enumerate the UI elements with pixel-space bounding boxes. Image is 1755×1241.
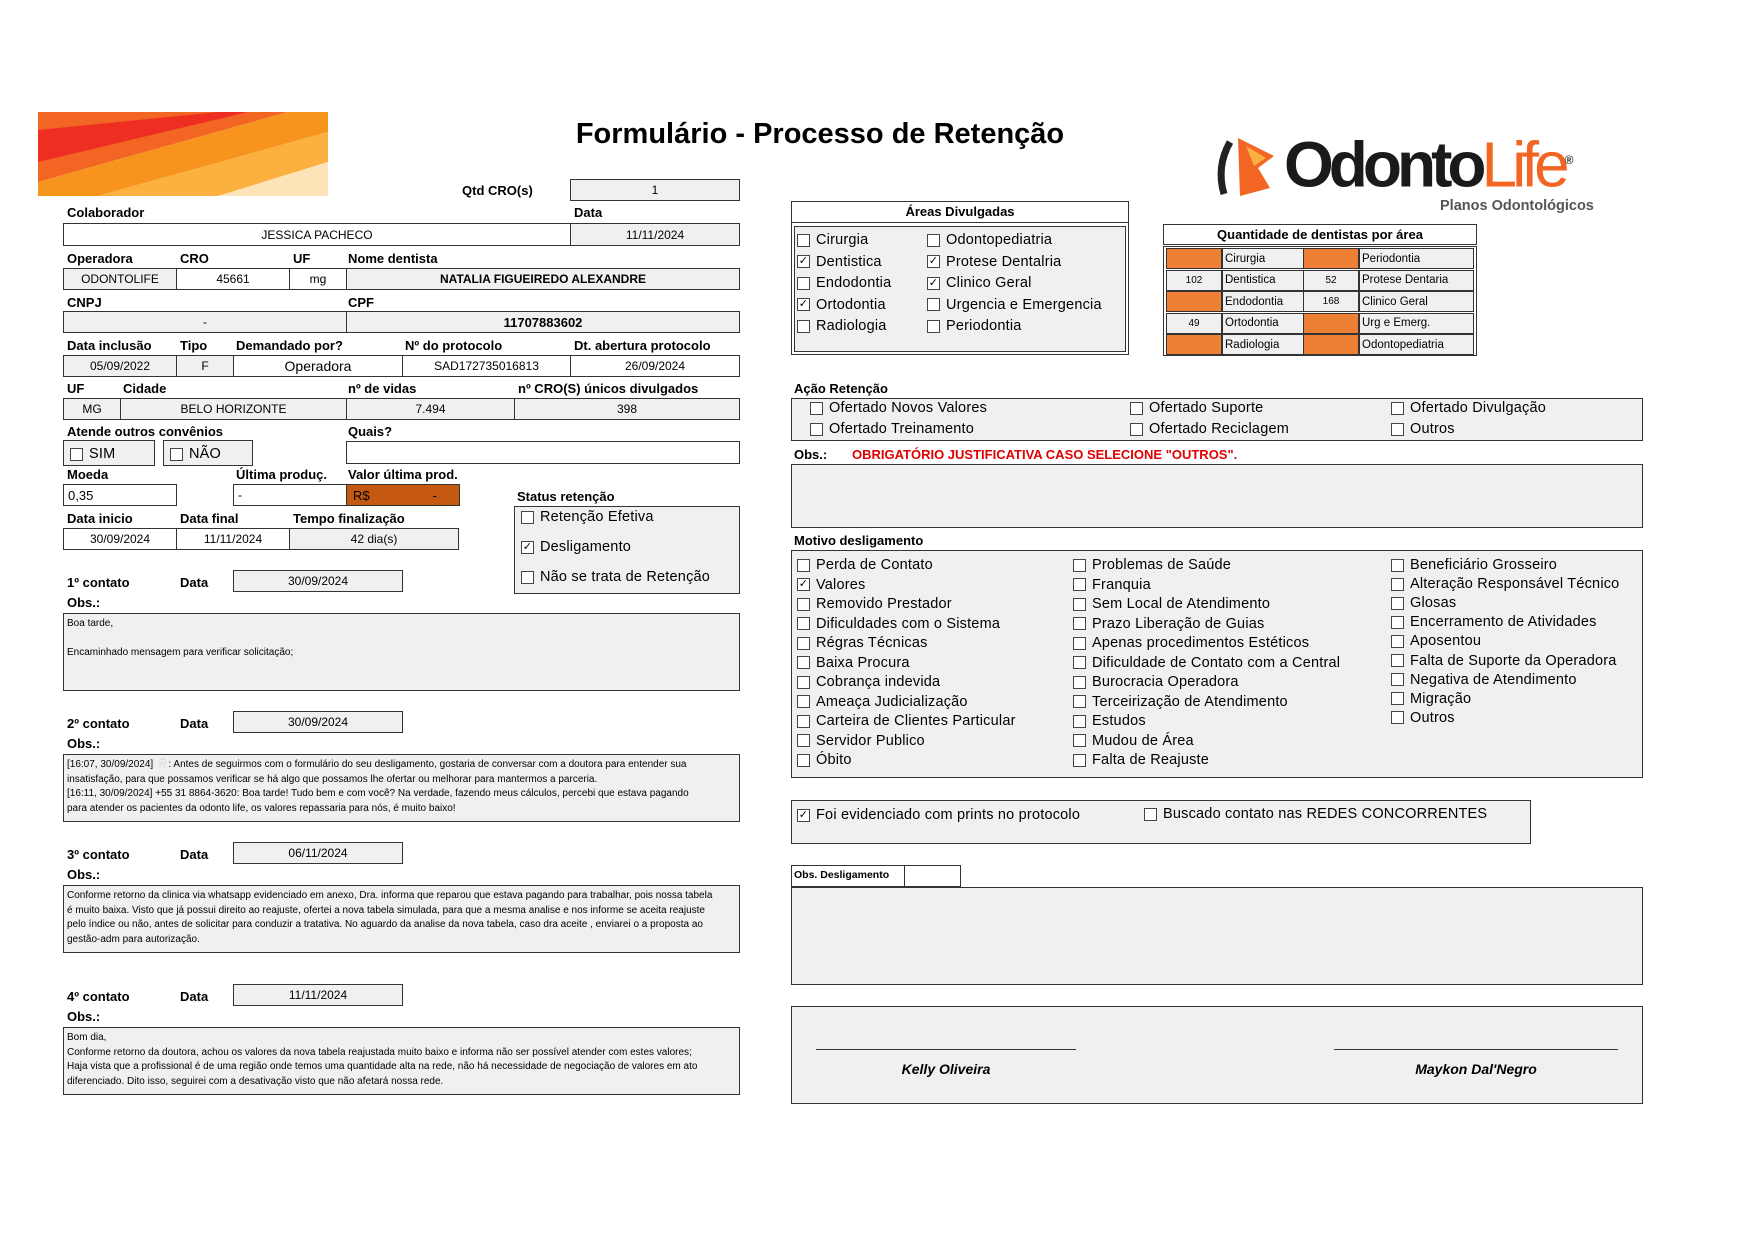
motivo-valores-checkbox[interactable]	[797, 577, 866, 593]
evidencia-2-checkbox[interactable]	[1144, 806, 1487, 822]
checkbox-label: Aposentou	[1410, 633, 1482, 650]
cidade-field[interactable]: BELO HORIZONTE	[120, 398, 347, 420]
logo-brand-b: Life	[1481, 128, 1565, 201]
checkbox-icon[interactable]	[70, 448, 83, 461]
checkbox-label: Óbito	[816, 752, 852, 768]
motivo-servidor-publico-checkbox[interactable]	[797, 733, 925, 749]
contact-date-field[interactable]: 30/09/2024	[233, 711, 403, 733]
checkbox-label: Ortodontia	[816, 296, 886, 313]
motivo-negativa-de-atendimento-checkbox[interactable]	[1391, 672, 1577, 688]
obs-line: Boa tarde,	[67, 618, 114, 629]
checkbox-icon[interactable]	[1073, 754, 1086, 767]
obs-line: Conforme retorno da clinica via whatsapp evidenciado em anexo, Dra. informa que reparou que estava pagando para trabalhar, pois nossa tabela	[67, 890, 713, 901]
motivo-outros-checkbox[interactable]	[1391, 710, 1455, 726]
area-name-cell: Clinico Geral	[1359, 291, 1474, 312]
checkbox-icon[interactable]	[1391, 692, 1404, 705]
cro-field[interactable]: 45661	[176, 268, 290, 290]
checkbox-label: Encerramento de Atividades	[1410, 614, 1597, 631]
motivo-problemas-de-saude-checkbox[interactable]	[1073, 557, 1231, 573]
checkbox-label: Glosas	[1410, 595, 1457, 612]
odontolife-logo	[1210, 124, 1610, 224]
area-urgencia-e-emergencia-checkbox[interactable]	[927, 297, 1102, 313]
contact-obs-field[interactable]	[63, 885, 740, 953]
motivo-apenas-procedimentos-esteticos-checkbox[interactable]	[1073, 635, 1309, 651]
contact-title: 2º contato	[67, 716, 130, 731]
motivo-cobranca-indevida-checkbox[interactable]	[797, 674, 940, 690]
checkbox-label: NÃO	[189, 446, 222, 462]
checkbox-icon[interactable]: ✓	[928, 276, 939, 289]
valor-currency: R$	[353, 487, 370, 503]
quais-field[interactable]	[346, 441, 740, 464]
data-inclusao-label: Data inclusão	[67, 338, 152, 353]
acao-ofertado-suporte-checkbox[interactable]	[1130, 400, 1263, 416]
checkbox-label: Servidor Publico	[816, 732, 925, 749]
moeda-label: Moeda	[67, 467, 109, 482]
obs-line: para atender os pacientes da odonto life, os valores repassaria para nós, é muito baixo!	[67, 802, 456, 814]
checkbox-icon[interactable]: ✓	[798, 808, 809, 821]
checkbox-label: Ofertado Suporte	[1149, 400, 1264, 416]
checkbox-icon[interactable]	[797, 656, 810, 669]
data-inicio-label: Data inicio	[67, 511, 133, 526]
checkbox-label: Terceirização de Atendimento	[1092, 693, 1288, 710]
checkbox-label: Removido Prestador	[816, 596, 952, 612]
signature-line-2	[1334, 1049, 1618, 1050]
dentist-count-cell: 49	[1166, 313, 1222, 334]
area-name-cell: Radiologia	[1222, 334, 1304, 355]
motivo-franquia-checkbox[interactable]	[1073, 577, 1151, 593]
contact-date-field[interactable]: 30/09/2024	[233, 570, 403, 592]
checkbox-label: Dentistica	[816, 253, 882, 270]
contact-title: 4º contato	[67, 989, 130, 1004]
status-retencao-efetiva-checkbox[interactable]	[521, 509, 654, 525]
signatures-box	[791, 1006, 1643, 1104]
checkbox-label: Apenas procedimentos Estéticos	[1092, 635, 1310, 651]
logo-reg: ®	[1564, 153, 1574, 167]
contact-date-field[interactable]: 06/11/2024	[233, 842, 403, 864]
contact-title: 1º contato	[67, 575, 130, 590]
obs-desligamento-field[interactable]	[791, 887, 1643, 985]
motivo-glosas-checkbox[interactable]	[1391, 595, 1456, 611]
tempo-label: Tempo finalização	[293, 511, 405, 526]
uf2-label: UF	[67, 381, 85, 396]
obs-line: Encaminhado mensagem para verificar solicitação;	[67, 646, 294, 658]
dentist-count-cell	[1166, 334, 1222, 355]
checkbox-icon[interactable]	[1391, 635, 1404, 648]
checkbox-label: Franquia	[1092, 576, 1151, 593]
motivo-falta-de-reajuste-checkbox[interactable]	[1073, 752, 1209, 768]
tempo-field[interactable]: 42 dia(s)	[289, 528, 459, 550]
logo-tooth-icon	[1210, 132, 1282, 202]
quais-label: Quais?	[348, 424, 393, 439]
motivo-alteracao-responsavel-tecnico-checkbox[interactable]	[1391, 576, 1619, 592]
demandado-label: Demandado por?	[236, 338, 343, 353]
checkbox-icon[interactable]	[1073, 676, 1086, 689]
dt-abertura-label: Dt. abertura protocolo	[574, 338, 711, 353]
contact-obs-field[interactable]	[63, 1027, 740, 1095]
checkbox-label: Ofertado Divulgação	[1410, 400, 1546, 416]
obs-acao-field[interactable]	[791, 464, 1643, 528]
status-desligamento-checkbox[interactable]	[521, 539, 631, 555]
uf2-field[interactable]: MG	[63, 398, 121, 420]
contact-data-label: Data	[180, 847, 209, 862]
contact-obs-label: Obs.:	[67, 867, 101, 882]
dentist-count-cell: 52	[1303, 270, 1359, 291]
checkbox-icon[interactable]	[1073, 695, 1086, 708]
checkbox-label: Mudou de Área	[1092, 732, 1194, 749]
motivo-ameaca-judicializacao-checkbox[interactable]	[797, 694, 968, 710]
checkbox-label: Problemas de Saúde	[1092, 557, 1232, 573]
checkbox-label: Burocracia Operadora	[1092, 674, 1239, 690]
motivo-obito-checkbox[interactable]	[797, 752, 852, 768]
acao-ofertado-treinamento-checkbox[interactable]	[810, 421, 974, 437]
motivo-label: Motivo desligamento	[794, 533, 924, 548]
checkbox-label: Não se trata de Retenção	[540, 569, 711, 585]
motivo-sem-local-de-atendimento-checkbox[interactable]	[1073, 596, 1270, 612]
checkbox-icon[interactable]	[1073, 598, 1086, 611]
dt-abertura-field[interactable]: 26/09/2024	[570, 355, 740, 377]
contact-obs-field[interactable]	[63, 613, 740, 691]
checkbox-label: Buscado contato nas REDES CONCORRENTES	[1163, 806, 1488, 822]
contact-obs-label: Obs.:	[67, 595, 101, 610]
protocolo-label: Nº do protocolo	[405, 338, 503, 353]
obs-line: insatisfação, para que possamos verificar se há algo que possamos lhe ofertar ou melhorar para mantermos a parceria.	[67, 773, 598, 785]
checkbox-icon[interactable]: ✓	[522, 540, 533, 553]
acao-ofertado-reciclagem-checkbox[interactable]	[1130, 421, 1289, 437]
valor-value: -	[432, 487, 437, 503]
cpf-label: CPF	[348, 295, 374, 310]
nome-dentista-field[interactable]: NATALIA FIGUEIREDO ALEXANDRE	[346, 268, 740, 290]
checkbox-icon[interactable]	[1130, 402, 1143, 415]
cro-unicos-label: nº CRO(S) únicos divulgados	[518, 381, 699, 396]
data-label: Data	[574, 205, 603, 220]
checkbox-icon[interactable]	[521, 511, 534, 524]
nome-dentista-label: Nome dentista	[348, 251, 438, 266]
moeda-field[interactable]: 0,35	[63, 484, 177, 506]
signature-name-2: Maykon Dal'Negro	[1415, 1061, 1537, 1077]
atende-sim-checkbox[interactable]	[70, 446, 115, 462]
cpf-field[interactable]: 11707883602	[346, 311, 740, 333]
obs-line: Conforme retorno da doutora, achou os valores da nova tabela reajustada muito baixo e informa não ser possível atender com estes valores;	[67, 1046, 692, 1058]
cro-label: CRO	[180, 251, 209, 266]
obs-line: diferenciado. Dito isso, seguirei com a desativação visto que não afetará nossa rede.	[67, 1075, 444, 1087]
checkbox-icon[interactable]	[1130, 423, 1143, 436]
dentist-count-cell: 102	[1166, 270, 1222, 291]
obs-desligamento-label: Obs. Desligamento	[791, 865, 905, 887]
evidencia-1-checkbox[interactable]	[797, 807, 1080, 823]
checkbox-icon[interactable]: ✓	[798, 578, 809, 590]
obs-line: [16:07, 30/09/2024] 🦷: Antes de seguirmos com o formulário do seu desligamento, gostaria de conversar com a doutora para entender sua	[67, 759, 687, 770]
cnpj-label: CNPJ	[67, 295, 102, 310]
checkbox-icon[interactable]	[1144, 808, 1157, 821]
data-final-label: Data final	[180, 511, 239, 526]
data-inclusao-field[interactable]: 05/09/2022	[63, 355, 177, 377]
valor-ultima-field[interactable]	[346, 484, 460, 506]
checkbox-label: Migração	[1410, 690, 1472, 707]
status-nao-se-trata-de-retencao-checkbox[interactable]	[521, 569, 710, 585]
checkbox-label: Carteira de Clientes Particular	[816, 713, 1016, 729]
contact-title: 3º contato	[67, 847, 130, 862]
contact-data-label: Data	[180, 716, 209, 731]
contact-date-field[interactable]: 11/11/2024	[233, 984, 403, 1006]
uf-label: UF	[293, 251, 311, 266]
motivo-mudou-de-area-checkbox[interactable]	[1073, 733, 1194, 749]
vidas-label: nº de vidas	[348, 381, 417, 396]
checkbox-icon[interactable]	[797, 715, 810, 728]
checkbox-icon[interactable]	[797, 234, 810, 247]
cro-unicos-field[interactable]: 398	[514, 398, 740, 420]
area-name-cell: Urg e Emerg.	[1359, 313, 1474, 334]
protocolo-field[interactable]: SAD172735016813	[402, 355, 571, 377]
tipo-label: Tipo	[180, 338, 208, 353]
checkbox-icon[interactable]	[1391, 673, 1404, 686]
area-odontopediatria-checkbox[interactable]	[927, 232, 1052, 248]
valor-ultima-label: Valor última prod.	[348, 467, 458, 482]
motivo-perda-de-contato-checkbox[interactable]	[797, 557, 933, 573]
operadora-field[interactable]: ODONTOLIFE	[63, 268, 177, 290]
obs-line: gestão-adm para autorização.	[67, 933, 200, 945]
checkbox-icon[interactable]	[1073, 715, 1086, 728]
checkbox-icon[interactable]	[797, 695, 810, 708]
area-name-cell: Protese Dentaria	[1359, 270, 1474, 291]
area-protese-dentalria-checkbox[interactable]	[927, 254, 1061, 270]
tipo-field[interactable]: F	[176, 355, 234, 377]
checkbox-label: Régras Técnicas	[816, 635, 928, 651]
checkbox-icon[interactable]	[927, 298, 940, 311]
cidade-label: Cidade	[123, 381, 167, 396]
checkbox-icon[interactable]: ✓	[798, 298, 809, 311]
motivo-regras-tecnicas-checkbox[interactable]	[797, 635, 928, 651]
checkbox-label: Dificuldade de Contato com a Central	[1092, 654, 1341, 671]
status-label: Status retenção	[517, 489, 615, 504]
dentist-count-cell	[1303, 248, 1359, 269]
motivo-migracao-checkbox[interactable]	[1391, 691, 1471, 707]
checkbox-label: Ofertado Treinamento	[829, 421, 975, 437]
checkbox-label: Alteração Responsável Técnico	[1410, 576, 1620, 593]
checkbox-icon[interactable]	[927, 320, 940, 333]
ultima-produc-label: Última produç.	[236, 467, 328, 482]
checkbox-label: Clinico Geral	[946, 275, 1032, 292]
checkbox-icon[interactable]	[797, 559, 810, 572]
checkbox-icon[interactable]	[797, 676, 810, 689]
checkbox-label: Retenção Efetiva	[540, 509, 654, 525]
obs-desligamento-tab	[904, 865, 961, 887]
motivo-baixa-procura-checkbox[interactable]	[797, 655, 910, 671]
checkbox-icon[interactable]	[1073, 734, 1086, 747]
checkbox-icon[interactable]	[1391, 559, 1404, 572]
contact-obs-field[interactable]	[63, 754, 740, 822]
qtd-cro-label: Qtd CRO(s)	[462, 183, 533, 198]
ultima-produc-field[interactable]: -	[233, 484, 347, 506]
checkbox-icon[interactable]	[810, 402, 823, 415]
operadora-label: Operadora	[67, 251, 133, 266]
obs-line: pelo índice ou não, antes de solicitar para conduzir a tratativa. No aguardo da analise da nova tabela, caso dra aceite , enviarei o a proposta ao	[67, 919, 703, 930]
checkbox-icon[interactable]	[1073, 578, 1086, 591]
area-name-cell: Dentistica	[1222, 270, 1304, 291]
checkbox-label: SIM	[89, 446, 116, 462]
checkbox-icon[interactable]	[797, 734, 810, 747]
obs-acao-label: Obs.:	[794, 447, 828, 462]
checkbox-icon[interactable]: ✓	[928, 255, 939, 268]
obs-line: [16:11, 30/09/2024] +55 31 8864-3620: Boa tarde! Tudo bem e com você? Na verdade, fazendo meus cálculos, percebi que estava pagando	[67, 788, 689, 799]
uf-field[interactable]: mg	[289, 268, 347, 290]
checkbox-icon[interactable]	[797, 277, 810, 290]
page-title: Formulário - Processo de Retenção	[575, 118, 1065, 150]
checkbox-label: Falta de Reajuste	[1092, 752, 1210, 768]
checkbox-icon[interactable]	[1073, 656, 1086, 669]
atende-nao-checkbox[interactable]	[170, 446, 221, 462]
contact-obs-label: Obs.:	[67, 1009, 101, 1024]
signature-name-1: Kelly Oliveira	[901, 1061, 991, 1077]
data-field[interactable]: 11/11/2024	[570, 223, 740, 246]
area-name-cell: Periodontia	[1359, 248, 1474, 269]
checkbox-label: Cirurgia	[816, 232, 869, 248]
checkbox-icon[interactable]	[810, 423, 823, 436]
area-ortodontia-checkbox[interactable]	[797, 297, 886, 313]
checkbox-label: Endodontia	[816, 275, 892, 292]
checkbox-icon[interactable]	[521, 571, 534, 584]
logo-subtitle: Planos Odontológicos	[1440, 198, 1594, 214]
checkbox-label: Ofertado Reciclagem	[1149, 421, 1289, 437]
area-clinico-geral-checkbox[interactable]	[927, 275, 1032, 291]
checkbox-icon[interactable]	[1391, 578, 1404, 591]
area-cirurgia-checkbox[interactable]	[797, 232, 868, 248]
dentist-count-cell	[1166, 248, 1222, 269]
checkbox-label: Cobrança indevida	[816, 674, 941, 690]
obs-line	[67, 632, 736, 646]
checkbox-label: Urgencia e Emergencia	[946, 296, 1102, 313]
motivo-beneficiario-grosseiro-checkbox[interactable]	[1391, 557, 1557, 573]
data-inicio-field[interactable]: 30/09/2024	[63, 528, 177, 550]
obs-line: Bom dia,	[67, 1032, 107, 1043]
colaborador-field[interactable]: JESSICA PACHECO	[63, 223, 571, 246]
checkbox-icon[interactable]	[1073, 637, 1086, 650]
motivo-encerramento-de-atividades-checkbox[interactable]	[1391, 614, 1597, 630]
contact-data-label: Data	[180, 575, 209, 590]
dentist-count-cell	[1166, 291, 1222, 312]
checkbox-label: Desligamento	[540, 539, 632, 555]
checkbox-icon[interactable]: ✓	[798, 255, 809, 268]
checkbox-icon[interactable]	[1391, 423, 1404, 436]
checkbox-label: Beneficiário Grosseiro	[1410, 557, 1558, 573]
acao-outros-checkbox[interactable]	[1391, 421, 1455, 437]
checkbox-label: Outros	[1410, 421, 1455, 437]
atende-label: Atende outros convênios	[67, 424, 224, 439]
motivo-terceirizacao-de-atendimento-checkbox[interactable]	[1073, 694, 1288, 710]
acao-label: Ação Retenção	[794, 381, 888, 396]
motivo-prazo-liberacao-de-guias-checkbox[interactable]	[1073, 616, 1264, 632]
area-name-cell: Odontopediatria	[1359, 334, 1474, 355]
checkbox-label: Negativa de Atendimento	[1410, 671, 1577, 688]
checkbox-label: Ofertado Novos Valores	[829, 400, 988, 416]
dentist-count-cell	[1303, 313, 1359, 334]
checkbox-label: Baixa Procura	[816, 654, 910, 671]
areas-header: Áreas Divulgadas	[791, 201, 1129, 223]
dentist-count-cell: 168	[1303, 291, 1359, 312]
motivo-dificuldade-de-contato-com-a-central-checkbox[interactable]	[1073, 655, 1340, 671]
motivo-dificuldades-com-o-sistema-checkbox[interactable]	[797, 616, 1000, 632]
qtd-cro-field[interactable]: 1	[570, 179, 740, 201]
checkbox-icon[interactable]	[170, 448, 183, 461]
checkbox-label: Sem Local de Atendimento	[1092, 596, 1271, 612]
motivo-removido-prestador-checkbox[interactable]	[797, 596, 952, 612]
checkbox-icon[interactable]	[927, 234, 940, 247]
motivo-estudos-checkbox[interactable]	[1073, 713, 1146, 729]
checkbox-label: Estudos	[1092, 713, 1146, 729]
checkbox-icon[interactable]	[1391, 402, 1404, 415]
checkbox-icon[interactable]	[797, 637, 810, 650]
checkbox-label: Periodontia	[946, 318, 1022, 335]
area-endodontia-checkbox[interactable]	[797, 275, 891, 291]
checkbox-label: Protese Dentalria	[946, 253, 1062, 270]
area-dentistica-checkbox[interactable]	[797, 254, 882, 270]
qtd-dentistas-header: Quantidade de dentistas por área	[1163, 224, 1477, 245]
checkbox-label: Foi evidenciado com prints no protocolo	[816, 807, 1081, 823]
checkbox-label: Outros	[1410, 709, 1455, 726]
motivo-falta-de-suporte-da-operadora-checkbox[interactable]	[1391, 653, 1617, 669]
demandado-field[interactable]: Operadora	[233, 355, 403, 377]
motivo-aposentou-checkbox[interactable]	[1391, 633, 1481, 649]
checkbox-icon[interactable]	[1073, 617, 1086, 630]
checkbox-label: Odontopediatria	[946, 232, 1053, 248]
area-periodontia-checkbox[interactable]	[927, 318, 1022, 334]
cnpj-field[interactable]: -	[63, 311, 347, 333]
header-banner	[38, 112, 328, 196]
acao-ofertado-divulgacao-checkbox[interactable]	[1391, 400, 1546, 416]
checkbox-icon[interactable]	[797, 598, 810, 611]
motivo-burocracia-operadora-checkbox[interactable]	[1073, 674, 1239, 690]
checkbox-icon[interactable]	[1391, 654, 1404, 667]
logo-brand-a: Odonto	[1284, 128, 1482, 201]
checkbox-icon[interactable]	[797, 320, 810, 333]
checkbox-label: Ameaça Judicialização	[816, 693, 968, 710]
checkbox-icon[interactable]	[1391, 616, 1404, 629]
checkbox-icon[interactable]	[797, 754, 810, 767]
checkbox-label: Valores	[816, 576, 866, 593]
signature-line-1	[816, 1049, 1076, 1050]
checkbox-icon[interactable]	[1391, 711, 1404, 724]
checkbox-label: Radiologia	[816, 318, 887, 335]
area-radiologia-checkbox[interactable]	[797, 318, 887, 334]
checkbox-label: Dificuldades com o Sistema	[816, 615, 1001, 632]
motivo-carteira-de-clientes-particular-checkbox[interactable]	[797, 713, 1016, 729]
area-name-cell: Ortodontia	[1222, 313, 1304, 334]
checkbox-icon[interactable]	[1391, 597, 1404, 610]
checkbox-label: Perda de Contato	[816, 557, 933, 573]
area-name-cell: Cirurgia	[1222, 248, 1304, 269]
checkbox-label: Falta de Suporte da Operadora	[1410, 652, 1617, 669]
obrigatorio-warning: OBRIGATÓRIO JUSTIFICATIVA CASO SELECIONE "OUTROS".	[852, 447, 1238, 462]
obs-line: Haja vista que a profissional é de uma região onde temos uma quantidade alta na rede, não há necessidade de negociação de valores em ato	[67, 1061, 698, 1072]
obs-line: é muito baixa. Visto que já possui direito ao reajuste, ofertei a nova tabela simulada, para que a mesma analise e nos informe se aceita reajuste	[67, 904, 705, 916]
contact-data-label: Data	[180, 989, 209, 1004]
checkbox-icon[interactable]	[797, 617, 810, 630]
checkbox-icon[interactable]	[1073, 559, 1086, 572]
vidas-field[interactable]: 7.494	[346, 398, 515, 420]
data-final-field[interactable]: 11/11/2024	[176, 528, 290, 550]
acao-ofertado-novos-valores-checkbox[interactable]	[810, 400, 987, 416]
checkbox-label: Prazo Liberação de Guias	[1092, 615, 1265, 632]
contact-obs-label: Obs.:	[67, 736, 101, 751]
area-name-cell: Endodontia	[1222, 291, 1304, 312]
colaborador-label: Colaborador	[67, 205, 145, 220]
dentist-count-cell	[1303, 334, 1359, 355]
